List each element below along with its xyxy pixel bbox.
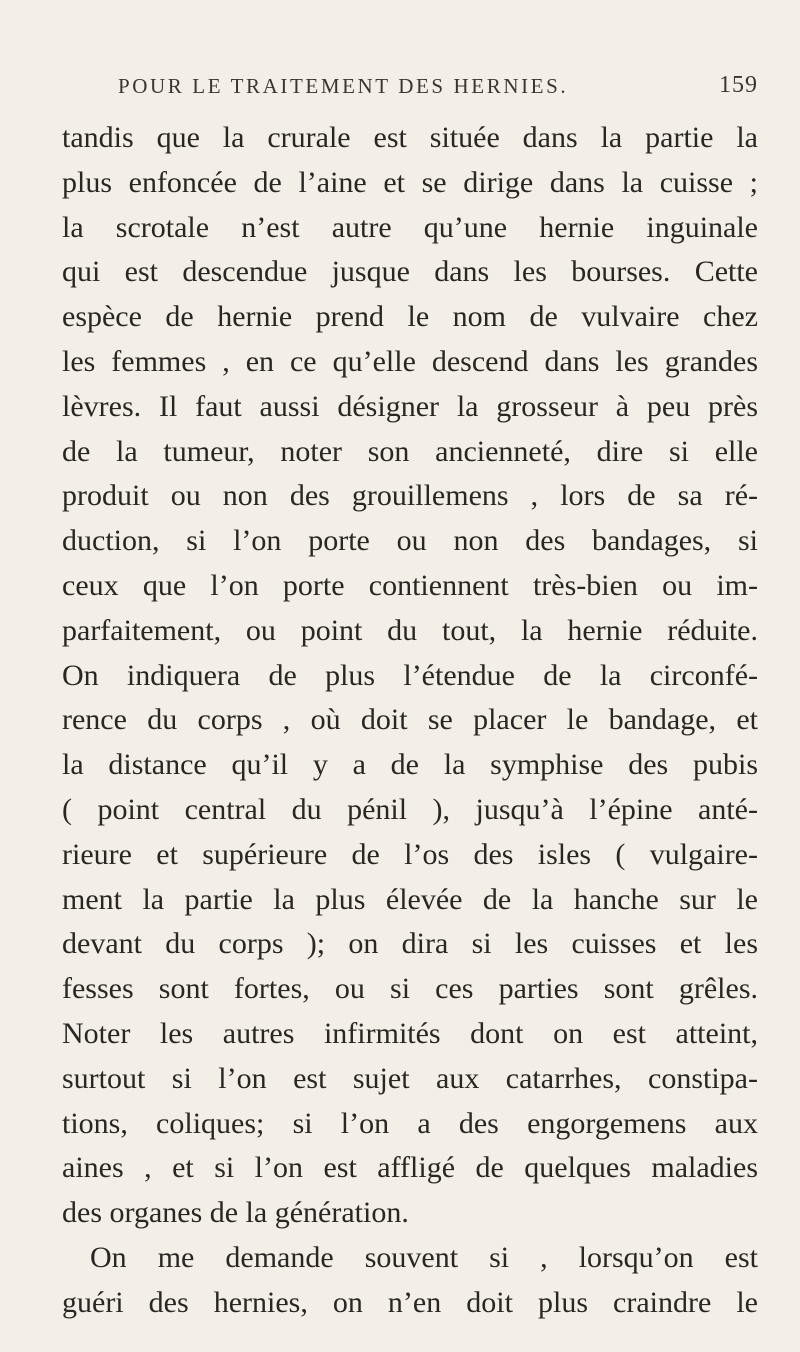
text-line: duction, si l’on porte ou non des bandages, si	[62, 524, 758, 558]
text-line: lèvres. Il faut aussi désigner la grosseur à peu près	[62, 389, 758, 423]
text-line: plus enfoncée de l’aine et se dirige dans la cuisse ;	[62, 165, 758, 199]
text-line: les femmes , en ce qu’elle descend dans les grandes	[62, 344, 758, 378]
text-line: produit ou non des grouillemens , lors de sa ré-	[62, 479, 758, 513]
text-line: ceux que l’on porte contiennent très-bien ou im-	[62, 568, 758, 602]
text-line: fesses sont fortes, ou si ces parties sont grêles.	[62, 972, 758, 1006]
text-line: de la tumeur, noter son ancienneté, dire si elle	[62, 434, 758, 468]
text-line: la distance qu’il y a de la symphise des pubis	[62, 748, 758, 782]
running-title: POUR LE TRAITEMENT DES HERNIES.	[118, 74, 569, 98]
text-line: aines , et si l’on est affligé de quelques maladies	[62, 1151, 758, 1185]
text-line: ment la partie la plus élevée de la hanche sur le	[62, 882, 758, 916]
body-text	[62, 116, 758, 1326]
text-line: Noter les autres infirmités dont on est atteint,	[62, 1016, 758, 1050]
text-line: surtout si l’on est sujet aux catarrhes, constipa-	[62, 1061, 758, 1095]
text-line: qui est descendue jusque dans les bourses. Cette	[62, 255, 758, 289]
text-line: guéri des hernies, on n’en doit plus craindre le	[62, 1285, 758, 1319]
text-line: On indiquera de plus l’étendue de la circonfé-	[62, 658, 758, 692]
text-line: la scrotale n’est autre qu’une hernie inguinale	[62, 210, 758, 244]
text-line: des organes de la génération.	[62, 1196, 409, 1230]
text-line: On me demande souvent si , lorsqu’on est	[90, 1240, 758, 1274]
text-line: rence du corps , où doit se placer le bandage, et	[62, 703, 758, 737]
text-line: parfaitement, ou point du tout, la hernie réduite.	[62, 613, 758, 647]
running-header	[62, 74, 758, 104]
text-line: tions, coliques; si l’on a des engorgemens aux	[62, 1106, 758, 1140]
text-line: espèce de hernie prend le nom de vulvaire chez	[62, 300, 758, 334]
text-line: rieure et supérieure de l’os des isles ( vulgaire-	[62, 837, 758, 871]
text-line: ( point central du pénil ), jusqu’à l’épine anté-	[62, 792, 758, 826]
text-line: devant du corps ); on dira si les cuisses et les	[62, 927, 758, 961]
page-number: 159	[719, 72, 758, 98]
text-line: tandis que la crurale est située dans la partie la	[62, 121, 758, 154]
